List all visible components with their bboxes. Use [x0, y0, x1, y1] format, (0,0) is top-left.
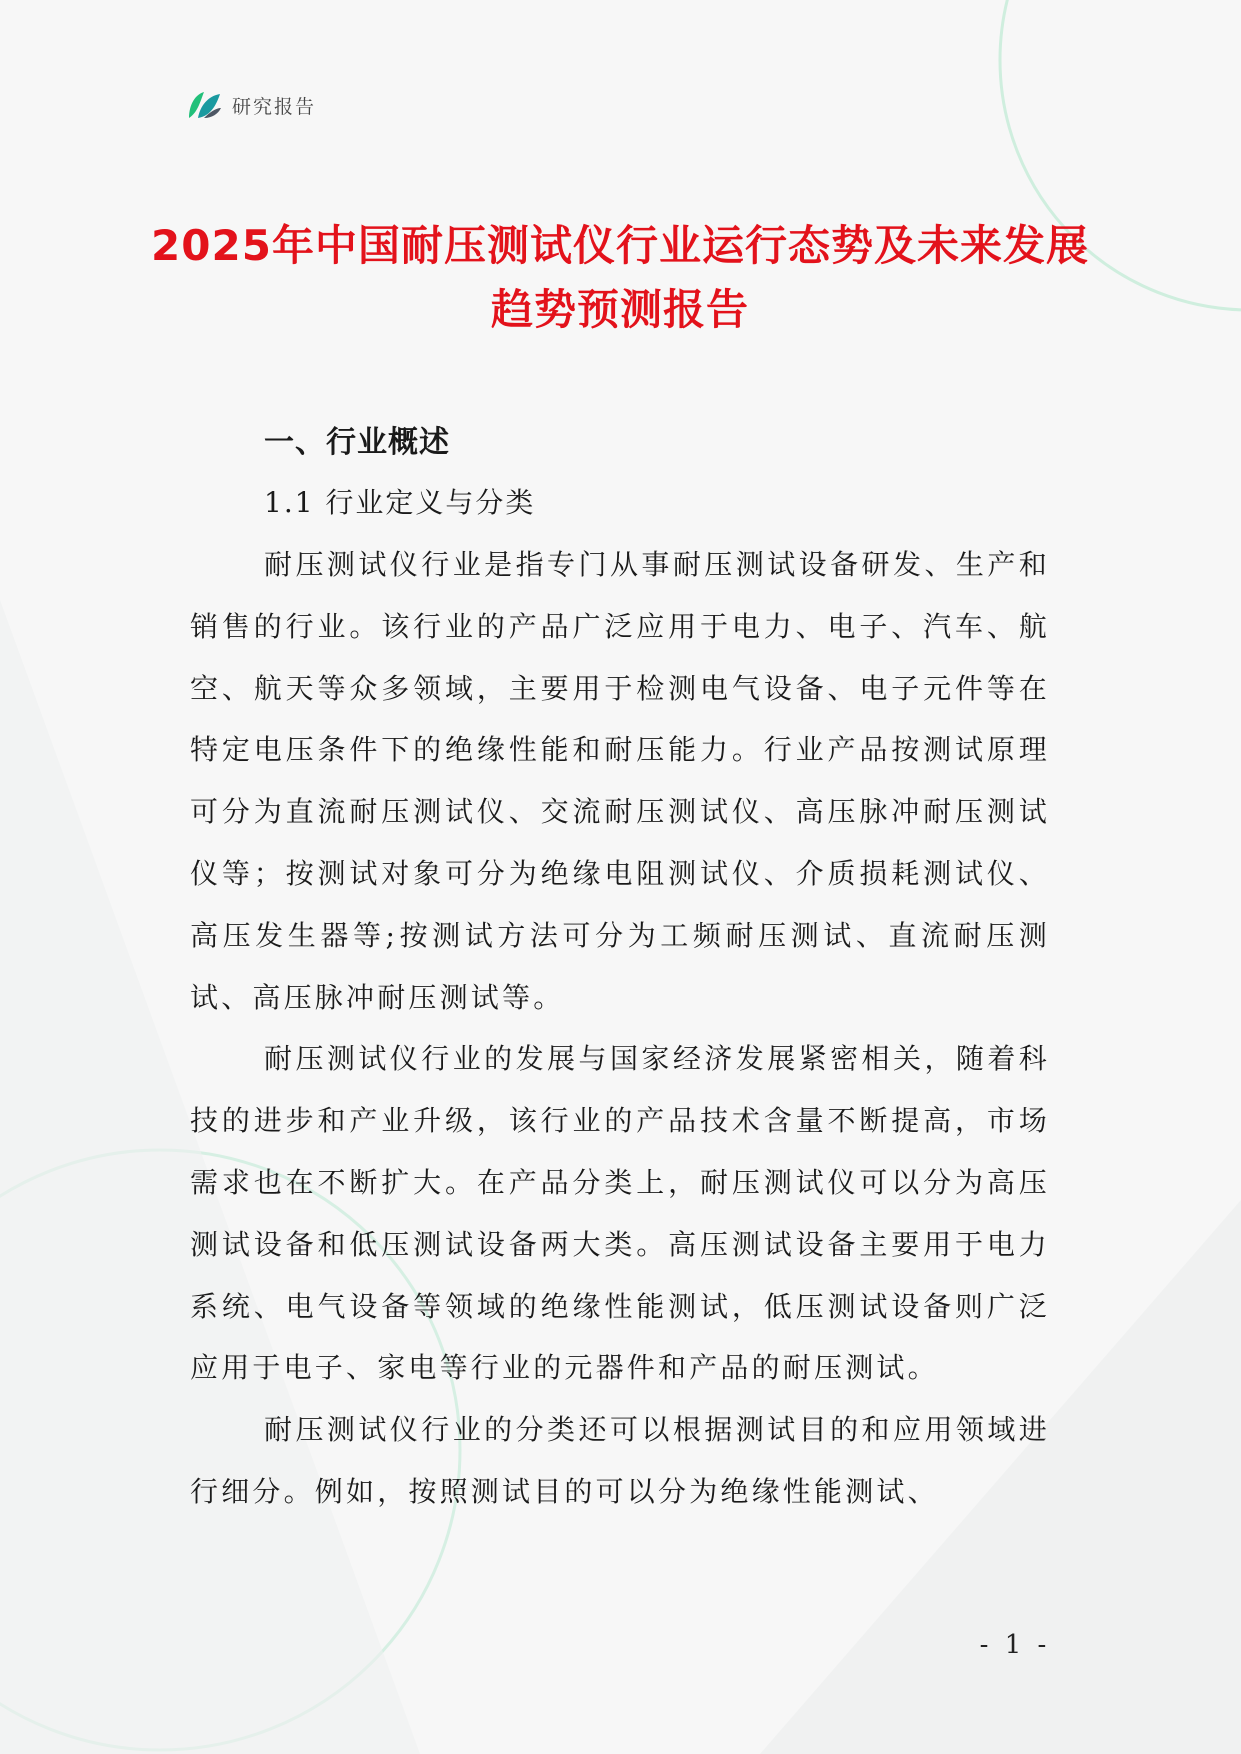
brand-leaf-logo-icon [186, 88, 224, 122]
body-paragraph: 耐压测试仪行业是指专门从事耐压测试设备研发、生产和销售的行业。该行业的产品广泛应用于电力、电子、汽车、航空、航天等众多领域，主要用于检测电气设备、电子元件等在特定电压条件下的绝缘性能和耐压能力。行业产品按测试原理可分为直流耐压测试仪、交流耐压测试仪、高压脉冲耐压测试仪等；按测试对象可分为绝缘电阻测试仪、介质损耗测试仪、高压发生器等;按测试方法可分为工频耐压测试、直流耐压测试、高压脉冲耐压测试等。 [190, 548, 1050, 1014]
report-title: 2025年中国耐压测试仪行业运行态势及未来发展趋势预测报告 [151, 221, 1089, 334]
section-heading: 一、行业概述 [264, 425, 450, 460]
body-paragraph: 耐压测试仪行业的分类还可以根据测试目的和应用领域进行细分。例如，按照测试目的可以分为绝缘性能测试、 [190, 1413, 1050, 1508]
page-number: - 1 - [979, 1630, 1051, 1660]
body-paragraph: 耐压测试仪行业的发展与国家经济发展紧密相关，随着科技的进步和产业升级，该行业的产品技术含量不断提高，市场需求也在不断扩大。在产品分类上，耐压测试仪可以分为高压测试设备和低压测试设备两大类。高压测试设备主要用于电力系统、电气设备等领域的绝缘性能测试，低压测试设备则广泛应用于电子、家电等行业的元器件和产品的耐压测试。 [190, 1042, 1050, 1385]
report-header [186, 88, 316, 122]
document-body [190, 414, 1050, 1523]
subsection-heading: 1.1 行业定义与分类 [264, 486, 536, 519]
header-label: 研究报告 [232, 95, 317, 118]
